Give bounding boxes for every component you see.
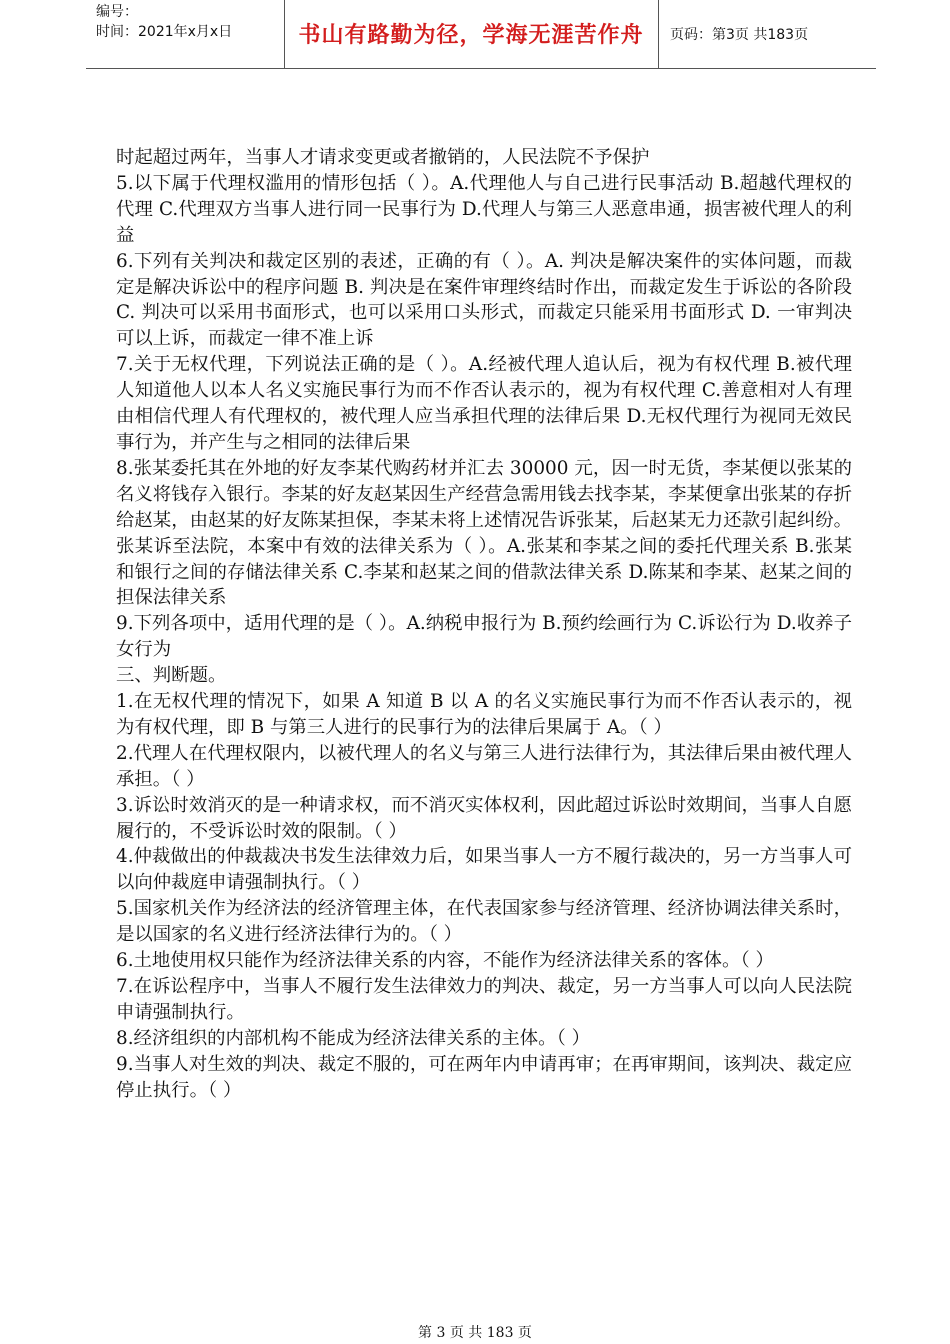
judgment-9: 9.当事人对生效的判决、裁定不服的，可在两年内申请再审；在再审期间，该判决、裁定应停止执行。（ ） <box>116 1053 852 1101</box>
judgment-2: 2.代理人在代理权限内，以被代理人的名义与第三人进行法律行为，其法律后果由被代理人承担。（ ） <box>116 742 852 790</box>
judgment-4: 4.仲裁做出的仲裁裁决书发生法律效力后，如果当事人一方不履行裁决的，另一方当事人可以向仲裁庭申请强制执行。（ ） <box>116 846 852 894</box>
question-9: 9.下列各项中，适用代理的是（ ）。A.纳税申报行为 B.预约绘画行为 C.诉讼行为 D.收养子女行为 <box>116 613 852 661</box>
number-label: 编号： <box>96 4 138 20</box>
section-heading: 三、判断题。 <box>116 665 227 687</box>
judgment-6: 6.土地使用权只能作为经济法律关系的内容，不能作为经济法律关系的客体。（ ） <box>116 950 774 972</box>
judgment-5: 5.国家机关作为经济法的经济管理主体，在代表国家参与经济管理、经济协调法律关系时，是以国家的名义进行经济法律行为的。（ ） <box>116 898 852 946</box>
question-7: 7.关于无权代理，下列说法正确的是（ ）。A.经被代理人追认后，视为有权代理 B.被代理人知道他人以本人名义实施民事行为而不作否认表示的，视为有权代理 C.善意相对人有理由相信代理人有代理权的，被代理人应当承担代理的法律后果 D.无权代理行为视同无效民事行为，并产生与之相同的法律后果 <box>116 354 852 453</box>
page-footer: 第 3 页 共 183 页 <box>418 1325 532 1341</box>
question-5: 5.以下属于代理权滥用的情形包括（ ）。A.代理他人与自己进行民事活动 B.超越代理权的代理 C.代理双方当事人进行同一民事行为 D.代理人与第三人恶意串通，损害被代理人的利益 <box>116 172 852 246</box>
time-label: 时间：2021年x月x日 <box>96 24 233 40</box>
judgment-8: 8.经济组织的内部机构不能成为经济法律关系的主体。（ ） <box>116 1027 590 1049</box>
header-motto: 书山有路勤为径，学海无涯苦作舟 <box>298 23 644 48</box>
paragraph: 时起超过两年，当事人才请求变更或者撤销的，人民法院不予保护 <box>116 147 650 168</box>
header-divider <box>658 0 659 68</box>
question-8: 8.张某委托其在外地的好友李某代购药材并汇去 30000 元，因一时无货，李某便以张某的名义将钱存入银行。李某的好友赵某因生产经营急需用钱去找李某，李某便拿出张某的存折给赵某，由赵某的好友陈某担保，李某未将上述情况告诉张某，后赵某无力还款引起纠纷。张某诉至法院，本案中有效的法律关系为（ ）。A.张某和李某之间的委托代理关系 B.张某和银行之间的存储法律关系 C.李某和赵某之间的借款法律关系 D.陈某和李某、赵某之间的担保法律关系 <box>116 457 852 609</box>
header-page-info: 页码：第3页 共183页 <box>670 27 809 43</box>
question-6: 6.下列有关判决和裁定区别的表述，正确的有（ ）。A. 判决是解决案件的实体问题，而裁定是解决诉讼中的程序问题 B. 判决是在案件审理终结时作出，而裁定发生于诉讼的各阶段 C. 判决可以采用书面形式，也可以采用口头形式，而裁定只能采用书面形式 D. 一审判决可以上诉，而裁定一律不准上诉 <box>116 250 852 350</box>
header-meta <box>96 2 232 42</box>
judgment-3: 3.诉讼时效消灭的是一种请求权，而不消灭实体权利，因此超过诉讼时效期间，当事人自愿履行的，不受诉讼时效的限制。（ ） <box>116 794 852 842</box>
judgment-7: 7.在诉讼程序中，当事人不履行发生法律效力的判决、裁定，另一方当事人可以向人民法院申请强制执行。 <box>116 976 852 1023</box>
document-body <box>116 145 852 1104</box>
judgment-1: 1.在无权代理的情况下，如果 A 知道 B 以 A 的名义实施民事行为而不作否认表示的，视为有权代理，即 B 与第三人进行的民事行为的法律后果属于 A。（ ） <box>116 691 852 738</box>
page-header <box>86 0 876 69</box>
